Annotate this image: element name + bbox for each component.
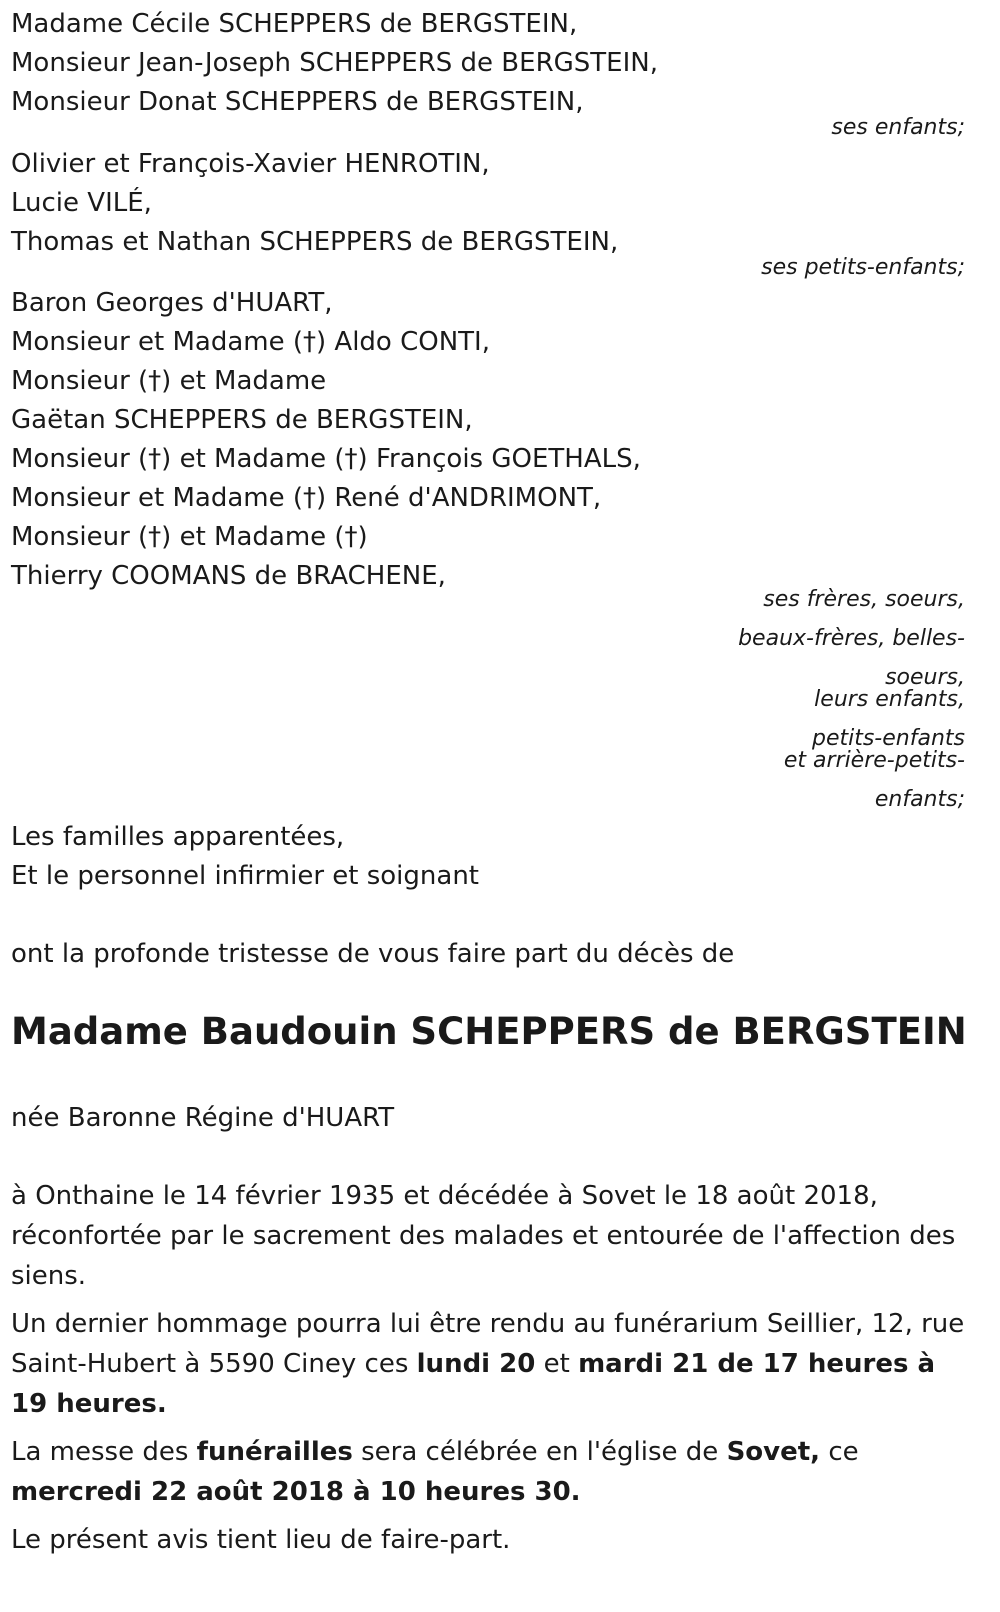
funeral-text: sera célébrée en l'église de bbox=[352, 1437, 727, 1467]
child-line: Monsieur Donat SCHEPPERS de BERGSTEIN, bbox=[11, 87, 584, 117]
details-block bbox=[11, 1176, 969, 1560]
siblings-role-line: beaux-frères, belles- bbox=[738, 626, 965, 651]
funeral-text: La messe des bbox=[11, 1437, 197, 1467]
grandchildren-role: ses petits-enfants; bbox=[761, 255, 965, 280]
siblings-role-line: petits-enfants bbox=[811, 726, 965, 751]
sibling-line: Monsieur et Madame (†) Aldo CONTI, bbox=[11, 327, 490, 357]
children-role: ses enfants; bbox=[831, 115, 965, 140]
tribute-schedule: mardi 21 de 17 heures à 19 heures. bbox=[11, 1349, 936, 1419]
siblings-role-line: et arrière-petits- bbox=[783, 748, 965, 773]
tribute-text: Un dernier hommage pourra lui être rendu au funérarium Seillier, 12, rue Saint-Hubert à 5590 Ciney ces bbox=[11, 1309, 965, 1379]
funeral-paragraph bbox=[11, 1432, 969, 1512]
funeral-datetime: mercredi 22 août 2018 à 10 heures 30. bbox=[11, 1477, 581, 1507]
tribute-day-1: lundi 20 bbox=[416, 1349, 536, 1379]
siblings-role-line: ses frères, soeurs, bbox=[763, 587, 965, 612]
tribute-text: et bbox=[535, 1349, 579, 1379]
sibling-line: Baron Georges d'HUART, bbox=[11, 288, 333, 318]
funeral-word: funérailles bbox=[196, 1437, 353, 1467]
child-line: Monsieur Jean-Joseph SCHEPPERS de BERGSTEIN, bbox=[11, 48, 658, 78]
siblings-role-line: leurs enfants, bbox=[814, 687, 965, 712]
sibling-line: Gaëtan SCHEPPERS de BERGSTEIN, bbox=[11, 405, 473, 435]
siblings-role-line: soeurs, bbox=[885, 665, 965, 690]
deceased-name: Madame Baudouin SCHEPPERS de BERGSTEIN bbox=[11, 1010, 967, 1053]
sibling-line: Thierry COOMANS de BRACHENE, bbox=[11, 561, 446, 591]
sibling-line: Monsieur (†) et Madame (†) François GOETHALS, bbox=[11, 444, 641, 474]
funeral-location: Sovet, bbox=[726, 1437, 821, 1467]
closing-paragraph: Le présent avis tient lieu de faire-part. bbox=[11, 1525, 511, 1555]
grandchild-line: Thomas et Nathan SCHEPPERS de BERGSTEIN, bbox=[11, 227, 619, 257]
family-line: Les familles apparentées, bbox=[11, 822, 345, 852]
funeral-text: ce bbox=[820, 1437, 859, 1467]
siblings-role-line: enfants; bbox=[874, 787, 965, 812]
family-line: Et le personnel infirmier et soignant bbox=[11, 861, 479, 891]
announcement-text: ont la profonde tristesse de vous faire part du décès de bbox=[11, 939, 735, 969]
birth-death-paragraph: à Onthaine le 14 février 1935 et décédée à Sovet le 18 août 2018, réconfortée par le sacrement des malades et entourée de l'affection des siens. bbox=[11, 1181, 956, 1291]
child-line: Madame Cécile SCHEPPERS de BERGSTEIN, bbox=[11, 9, 578, 39]
birth-name: née Baronne Régine d'HUART bbox=[11, 1103, 395, 1133]
sibling-line: Monsieur (†) et Madame (†) bbox=[11, 522, 368, 552]
grandchild-line: Lucie VILÉ, bbox=[11, 188, 152, 218]
tribute-paragraph bbox=[11, 1304, 969, 1424]
sibling-line: Monsieur (†) et Madame bbox=[11, 366, 327, 396]
grandchild-line: Olivier et François-Xavier HENROTIN, bbox=[11, 149, 490, 179]
sibling-line: Monsieur et Madame (†) René d'ANDRIMONT, bbox=[11, 483, 602, 513]
